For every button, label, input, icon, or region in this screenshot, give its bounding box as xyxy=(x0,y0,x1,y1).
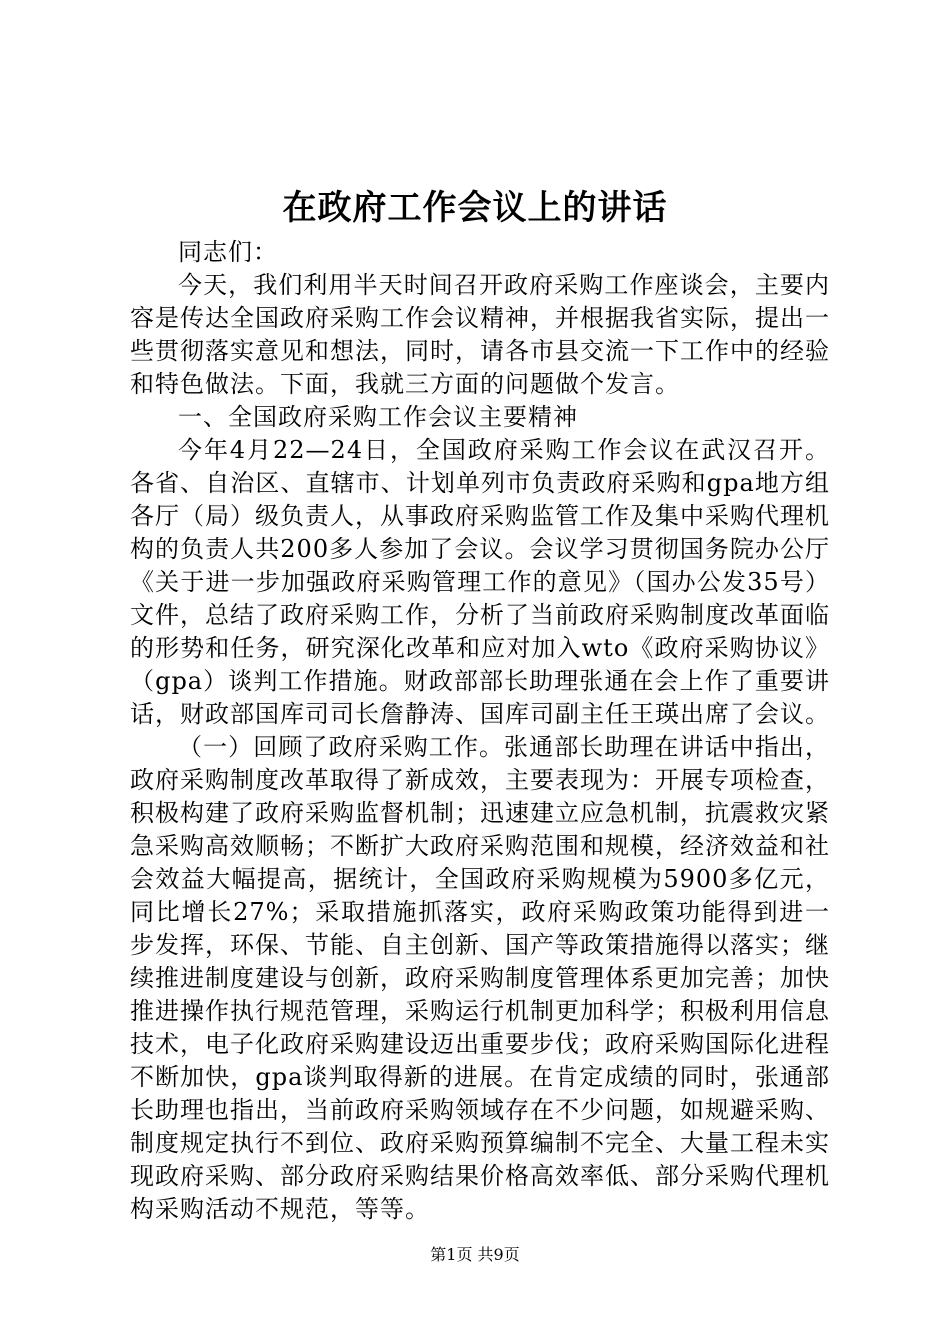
document-title: 在政府工作会议上的讲话 xyxy=(282,188,668,228)
salutation-paragraph: 同志们： xyxy=(178,238,278,266)
section-heading-paragraph: 一、全国政府采购工作会议主要精神 xyxy=(178,403,578,431)
page-number-footer: 第1页 共9页 xyxy=(430,1245,520,1264)
review-paragraph: （一）回顾了政府采购工作。张通部长助理在讲话中指出，政府采购制度改革取得了新成效，主要表现为：开展专项检查，积极构建了政府采购监督机制；迅速建立应急机制，抗震救灾紧急采购高效顺畅；不断扩大政府采购范围和规模，经济效益和社会效益大幅提高，据统计，全国政府采购规模为5900多亿元，同比增长27%；采取措施抓落实，政府采购政策功能得到进一步发挥，环保、节能、自主创新、国产等政策措施得以落实；继续推进制度建设与创新，政府采购制度管理体系更加完善；加快推进操作执行规范管理，采购运行机制更加科学；积极利用信息技术，电子化政府采购建设迈出重要步伐；政府采购国际化进程不断加快，gpa谈判取得新的进展。在肯定成绩的同时，张通部长助理也指出，当前政府采购领域存在不少问题，如规避采购、制度规定执行不到位、政府采购预算编制不完全、大量工程未实现政府采购、部分政府采购结果价格高效率低、部分采购代理机构采购活动不规范，等等。 xyxy=(130,733,830,1223)
document-body xyxy=(130,236,830,1226)
intro-paragraph: 今天，我们利用半天时间召开政府采购工作座谈会，主要内容是传达全国政府采购工作会议精神，并根据我省实际，提出一些贯彻落实意见和想法，同时，请各市县交流一下工作中的经验和特色做法。下面，我就三方面的问题做个发言。 xyxy=(130,271,830,398)
meeting-summary-paragraph: 今年4月22—24日，全国政府采购工作会议在武汉召开。各省、自治区、直辖市、计划单列市负责政府采购和gpa地方组各厅（局）级负责人，从事政府采购监管工作及集中采购代理机构的负责人共200多人参加了会议。会议学习贯彻国务院办公厅《关于进一步加强政府采购管理工作的意见》（国办公发35号）文件，总结了政府采购工作，分析了当前政府采购制度改革面临的形势和任务，研究深化改革和应对加入wto《政府采购协议》（gpa）谈判工作措施。财政部部长助理张通在会上作了重要讲话，财政部国库司司长詹静涛、国库司副主任王瑛出席了会议。 xyxy=(130,436,830,728)
